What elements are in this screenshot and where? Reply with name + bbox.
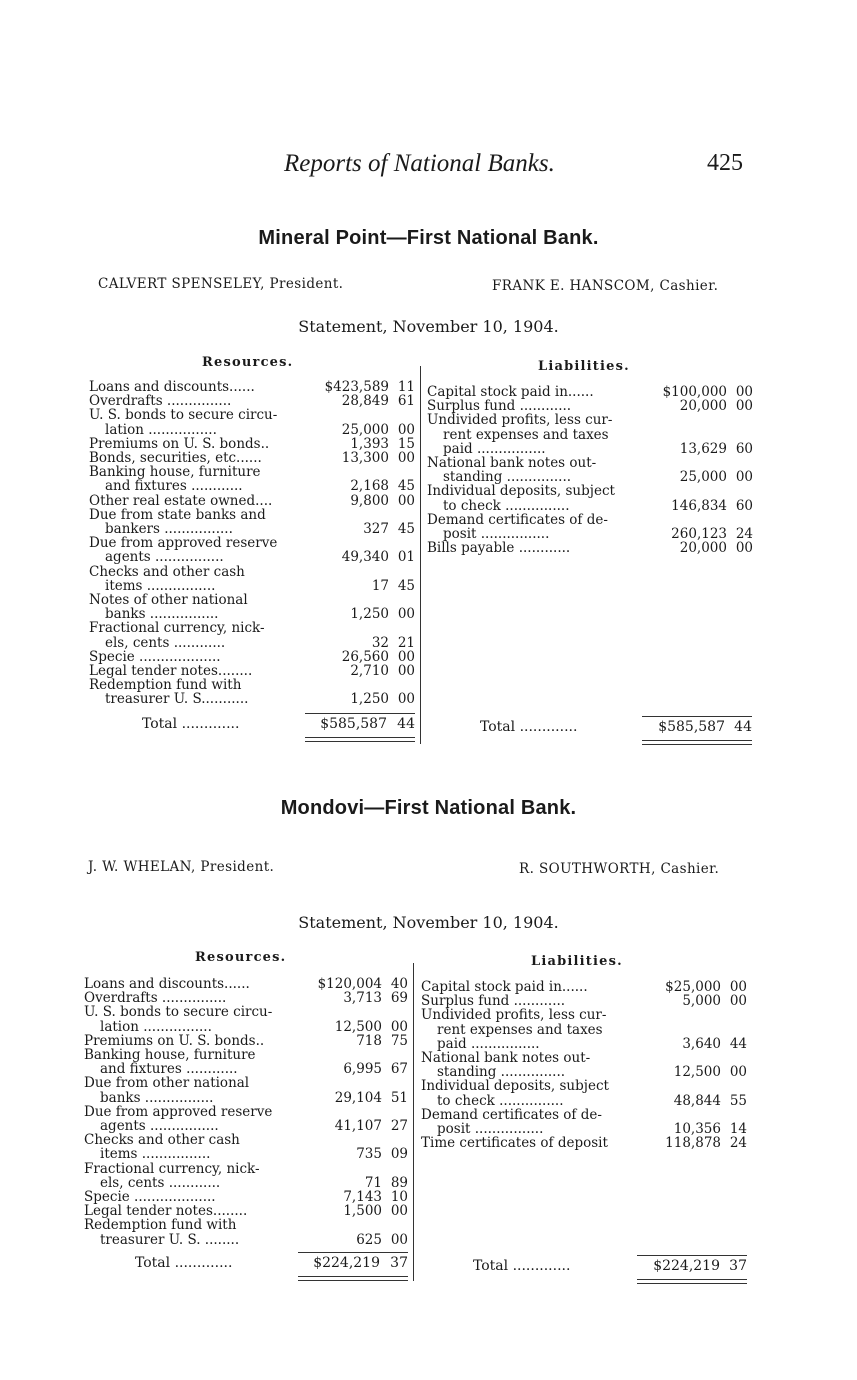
item-cents: 10 xyxy=(390,1189,408,1206)
item-cents: 60 xyxy=(735,497,753,514)
item-cents: 00 xyxy=(397,450,415,467)
item-dollars: 25,000 xyxy=(679,469,727,486)
item-dollars: 735 xyxy=(356,1146,382,1163)
table-row xyxy=(89,394,415,408)
table-row xyxy=(89,380,415,394)
item-cents: 00 xyxy=(729,979,747,995)
item-label: agents ................ xyxy=(105,550,224,565)
total-double-rule xyxy=(637,1279,747,1284)
table-row xyxy=(84,1233,408,1247)
total-rule xyxy=(637,1255,747,1256)
item-dollars: 327 xyxy=(363,521,389,538)
table-row xyxy=(84,1190,408,1204)
item-dollars: 29,104 xyxy=(334,1089,382,1106)
item-cents: 00 xyxy=(735,540,753,557)
total-cents: 44 xyxy=(397,716,415,732)
cashier-name: R. SOUTHWORTH, Cashier. xyxy=(519,861,720,877)
table-row xyxy=(89,621,415,635)
item-label: posit ................ xyxy=(437,1122,544,1137)
item-label: paid ................ xyxy=(443,441,546,457)
table-row xyxy=(427,499,753,513)
item-cents: 61 xyxy=(397,393,415,410)
cashier-name: FRANK E. HANSCOM, Cashier. xyxy=(492,278,719,294)
item-cents: 44 xyxy=(729,1035,747,1052)
item-dollars: 1,500 xyxy=(343,1203,382,1220)
table-row xyxy=(427,484,753,498)
total-label: Total ............. xyxy=(473,1258,571,1274)
table-row xyxy=(427,541,753,555)
table-row xyxy=(427,413,753,427)
item-cents: 67 xyxy=(390,1061,408,1078)
item-cents: 00 xyxy=(390,1203,408,1220)
item-dollars: 6,995 xyxy=(343,1061,382,1078)
table-row xyxy=(89,579,415,593)
item-dollars: 20,000 xyxy=(679,398,727,415)
item-dollars: 5,000 xyxy=(682,993,721,1010)
table-row xyxy=(84,1020,408,1034)
table-row xyxy=(427,456,753,470)
statement-date: Statement, November 10, 1904. xyxy=(298,913,559,932)
table-row xyxy=(89,650,415,664)
item-label: Demand certificates of de- xyxy=(421,1107,602,1123)
item-label: to check ............... xyxy=(443,498,570,513)
table-row xyxy=(427,470,753,484)
item-cents: 51 xyxy=(390,1089,408,1106)
table-row xyxy=(421,1122,747,1136)
table-row xyxy=(89,536,415,550)
total-dollars: $585,587 xyxy=(320,716,387,732)
item-cents: 00 xyxy=(397,663,415,680)
item-dollars: 146,834 xyxy=(671,497,727,514)
item-label: Premiums on U. S. bonds.. xyxy=(89,436,270,452)
item-label: Banking house, furniture xyxy=(84,1048,256,1063)
resources-table xyxy=(89,380,415,707)
item-dollars: 1,393 xyxy=(350,435,389,452)
item-label: standing ............... xyxy=(443,470,572,485)
item-label: rent expenses and taxes xyxy=(437,1022,603,1037)
item-cents: 45 xyxy=(397,577,415,594)
table-row xyxy=(84,1076,408,1090)
item-label: paid ................ xyxy=(437,1036,540,1052)
item-dollars: 1,250 xyxy=(350,691,389,708)
item-dollars: 12,500 xyxy=(334,1018,382,1035)
table-row xyxy=(84,1218,408,1232)
item-label: Other real estate owned.... xyxy=(89,493,273,508)
table-row xyxy=(89,494,415,508)
item-label: agents ................ xyxy=(100,1119,219,1134)
item-cents: 00 xyxy=(397,648,415,665)
total-cents: 44 xyxy=(734,719,752,735)
table-row xyxy=(421,1008,747,1022)
liabilities-table xyxy=(421,980,747,1150)
table-row xyxy=(84,1147,408,1161)
liabilities-table xyxy=(427,385,753,555)
item-label: treasurer U. S. ........ xyxy=(100,1232,240,1247)
table-row xyxy=(84,991,408,1005)
item-label: Overdrafts ............... xyxy=(89,394,232,409)
table-row xyxy=(89,522,415,536)
item-cents: 55 xyxy=(729,1092,747,1109)
item-label: banks ................ xyxy=(100,1090,214,1105)
president-name: J. W. WHELAN, President. xyxy=(88,859,275,875)
item-cents: 15 xyxy=(397,435,415,452)
item-dollars: 32 xyxy=(371,634,389,651)
item-label: Surplus fund ............ xyxy=(421,994,566,1009)
item-label: Banking house, furniture xyxy=(89,465,261,480)
item-label: Demand certificates of de- xyxy=(427,512,608,528)
total-double-rule xyxy=(642,740,752,745)
table-row xyxy=(89,565,415,579)
item-label: els, cents ............ xyxy=(100,1175,221,1191)
item-cents: 00 xyxy=(729,1064,747,1081)
item-label: Loans and discounts...... xyxy=(89,380,255,395)
item-dollars: $423,589 xyxy=(324,379,389,395)
item-dollars: $25,000 xyxy=(665,979,721,995)
item-label: U. S. bonds to secure circu- xyxy=(84,1005,273,1020)
item-label: Checks and other cash xyxy=(84,1133,240,1148)
table-row xyxy=(84,1062,408,1076)
table-row xyxy=(84,1034,408,1048)
total-label: Total ............. xyxy=(480,719,578,735)
item-label: Overdrafts ............... xyxy=(84,991,227,1006)
item-label: Notes of other national xyxy=(89,593,248,608)
total-dollars: $224,219 xyxy=(653,1258,720,1274)
president-name: CALVERT SPENSELEY, President. xyxy=(98,276,344,292)
total-rule xyxy=(298,1252,408,1253)
item-dollars: 625 xyxy=(356,1231,382,1248)
item-label: and fixtures ............ xyxy=(105,479,243,494)
item-cents: 24 xyxy=(735,526,753,543)
item-dollars: 2,168 xyxy=(350,478,389,495)
item-cents: 00 xyxy=(397,492,415,509)
item-dollars: 10,356 xyxy=(673,1121,721,1138)
table-row xyxy=(84,1119,408,1133)
item-label: Fractional currency, nick- xyxy=(84,1161,260,1176)
item-cents: 21 xyxy=(397,634,415,651)
table-row xyxy=(427,428,753,442)
table-row xyxy=(421,1051,747,1065)
item-label: Capital stock paid in...... xyxy=(421,980,588,995)
table-row xyxy=(89,593,415,607)
item-label: Time certificates of deposit xyxy=(421,1136,608,1151)
liabilities-total xyxy=(480,719,752,759)
item-cents: 24 xyxy=(729,1135,747,1152)
item-label: Bills payable ............ xyxy=(427,541,571,556)
item-cents: 09 xyxy=(390,1146,408,1163)
item-cents: 45 xyxy=(397,521,415,538)
item-cents: 45 xyxy=(397,478,415,495)
table-row xyxy=(421,1023,747,1037)
table-row xyxy=(421,1094,747,1108)
item-cents: 11 xyxy=(397,379,415,395)
item-dollars: 3,713 xyxy=(343,990,382,1007)
table-row xyxy=(89,678,415,692)
total-double-rule xyxy=(305,737,415,742)
item-label: Specie ................... xyxy=(89,649,221,665)
item-dollars: 2,710 xyxy=(350,663,389,680)
total-label: Total ............. xyxy=(142,716,240,732)
item-label: Legal tender notes........ xyxy=(84,1204,248,1219)
table-row xyxy=(89,479,415,493)
liabilities-heading: Liabilities. xyxy=(538,359,630,374)
item-dollars: 13,300 xyxy=(341,450,389,467)
item-label: Surplus fund ............ xyxy=(427,399,572,414)
item-label: banks ................ xyxy=(105,607,219,622)
table-row xyxy=(421,994,747,1008)
item-label: U. S. bonds to secure circu- xyxy=(89,408,278,423)
item-label: lation ................ xyxy=(105,422,217,437)
table-row xyxy=(89,607,415,621)
total-label: Total ............. xyxy=(135,1255,233,1271)
item-label: Bonds, securities, etc...... xyxy=(89,451,262,466)
total-dollars: $224,219 xyxy=(313,1255,380,1271)
item-cents: 00 xyxy=(390,1231,408,1248)
table-row xyxy=(84,1204,408,1218)
item-label: posit ................ xyxy=(443,527,550,542)
resources-total xyxy=(135,1255,410,1295)
item-label: to check ............... xyxy=(437,1093,564,1108)
item-label: bankers ................ xyxy=(105,522,233,537)
table-row xyxy=(421,1037,747,1051)
item-dollars: 20,000 xyxy=(679,540,727,557)
item-dollars: 9,800 xyxy=(350,492,389,509)
item-label: Due from approved reserve xyxy=(84,1104,273,1120)
table-row xyxy=(84,1133,408,1147)
item-dollars: 17 xyxy=(371,577,389,594)
table-row xyxy=(89,636,415,650)
table-row xyxy=(421,1079,747,1093)
item-label: Redemption fund with xyxy=(89,678,242,693)
table-row xyxy=(89,465,415,479)
column-divider xyxy=(413,963,414,1281)
table-row xyxy=(84,1091,408,1105)
table-row xyxy=(84,1176,408,1190)
table-row xyxy=(427,399,753,413)
total-rule xyxy=(642,716,752,717)
item-label: Due from approved reserve xyxy=(89,536,278,551)
table-row xyxy=(89,437,415,451)
item-dollars: 25,000 xyxy=(341,421,389,438)
item-label: Undivided profits, less cur- xyxy=(427,413,613,428)
total-cents: 37 xyxy=(390,1255,408,1271)
item-label: items ................ xyxy=(100,1147,211,1162)
item-dollars: 48,844 xyxy=(673,1092,721,1109)
item-dollars: 3,640 xyxy=(682,1035,721,1052)
item-dollars: 7,143 xyxy=(343,1189,382,1206)
item-label: Individual deposits, subject xyxy=(421,1079,609,1094)
table-row xyxy=(84,1105,408,1119)
item-dollars: 13,629 xyxy=(679,440,727,457)
table-row xyxy=(427,513,753,527)
item-dollars: 26,560 xyxy=(341,648,389,665)
item-label: Checks and other cash xyxy=(89,564,245,579)
item-label: Individual deposits, subject xyxy=(427,484,615,499)
table-row xyxy=(84,1005,408,1019)
running-head-title: Reports of National Banks. xyxy=(284,150,555,177)
item-dollars: 71 xyxy=(364,1174,382,1191)
item-dollars: 28,849 xyxy=(341,393,389,410)
item-dollars: 260,123 xyxy=(671,526,727,543)
item-cents: 89 xyxy=(390,1174,408,1191)
table-row xyxy=(89,550,415,564)
item-label: Legal tender notes........ xyxy=(89,664,253,679)
item-label: National bank notes out- xyxy=(421,1051,591,1066)
item-dollars: 41,107 xyxy=(334,1118,382,1135)
item-label: Due from state banks and xyxy=(89,507,266,523)
item-cents: 00 xyxy=(390,1018,408,1035)
item-label: els, cents ............ xyxy=(105,635,226,650)
item-cents: 75 xyxy=(390,1032,408,1049)
running-head xyxy=(0,150,857,180)
total-cents: 37 xyxy=(729,1258,747,1274)
item-label: Fractional currency, nick- xyxy=(89,621,265,636)
item-cents: 00 xyxy=(735,469,753,486)
page-number: 425 xyxy=(707,150,743,176)
table-row xyxy=(421,1136,747,1150)
item-label: Undivided profits, less cur- xyxy=(421,1008,607,1023)
item-dollars: $100,000 xyxy=(662,384,727,400)
item-cents: 14 xyxy=(729,1121,747,1138)
item-label: Premiums on U. S. bonds.. xyxy=(84,1033,265,1049)
liabilities-heading: Liabilities. xyxy=(531,954,623,969)
table-row xyxy=(427,527,753,541)
bank-title: Mondovi—First National Bank. xyxy=(280,797,577,819)
item-label: lation ................ xyxy=(100,1019,212,1034)
table-row xyxy=(427,442,753,456)
table-row xyxy=(89,692,415,706)
table-row xyxy=(427,385,753,399)
resources-heading: Resources. xyxy=(202,355,294,370)
item-cents: 00 xyxy=(397,421,415,438)
total-double-rule xyxy=(298,1276,408,1281)
table-row xyxy=(89,664,415,678)
item-cents: 40 xyxy=(390,976,408,992)
item-label: Loans and discounts...... xyxy=(84,977,250,992)
item-dollars: 1,250 xyxy=(350,606,389,623)
table-row xyxy=(421,980,747,994)
table-row xyxy=(84,1162,408,1176)
item-cents: 00 xyxy=(397,606,415,623)
table-row xyxy=(84,977,408,991)
item-label: items ................ xyxy=(105,578,216,594)
item-dollars: 12,500 xyxy=(673,1064,721,1081)
item-cents: 27 xyxy=(390,1118,408,1135)
table-row xyxy=(89,451,415,465)
item-label: Due from other national xyxy=(84,1076,250,1091)
item-dollars: 49,340 xyxy=(341,549,389,566)
table-row xyxy=(89,508,415,522)
statement-date: Statement, November 10, 1904. xyxy=(298,317,559,336)
total-dollars: $585,587 xyxy=(658,719,725,735)
table-row xyxy=(89,423,415,437)
table-row xyxy=(421,1065,747,1079)
item-dollars: 718 xyxy=(356,1032,382,1049)
table-row xyxy=(84,1048,408,1062)
item-label: National bank notes out- xyxy=(427,456,597,471)
item-label: Capital stock paid in...... xyxy=(427,385,594,400)
item-label: rent expenses and taxes xyxy=(443,427,609,442)
bank-title: Mineral Point—First National Bank. xyxy=(258,227,599,249)
total-rule xyxy=(305,713,415,714)
resources-heading: Resources. xyxy=(195,950,287,965)
item-cents: 60 xyxy=(735,440,753,457)
liabilities-total xyxy=(473,1258,747,1298)
item-cents: 00 xyxy=(397,691,415,708)
column-divider xyxy=(420,366,421,744)
item-cents: 00 xyxy=(735,398,753,415)
item-label: standing ............... xyxy=(437,1065,566,1080)
item-label: treasurer U. S........... xyxy=(105,692,249,707)
item-cents: 00 xyxy=(735,384,753,400)
table-row xyxy=(89,408,415,422)
item-label: Specie ................... xyxy=(84,1190,216,1205)
resources-total xyxy=(142,716,417,756)
item-dollars: 118,878 xyxy=(665,1135,721,1152)
item-label: Redemption fund with xyxy=(84,1218,237,1233)
item-dollars: $120,004 xyxy=(317,976,382,992)
item-cents: 01 xyxy=(397,549,415,566)
item-cents: 00 xyxy=(729,993,747,1010)
item-label: and fixtures ............ xyxy=(100,1062,238,1077)
resources-table xyxy=(84,977,408,1247)
table-row xyxy=(421,1108,747,1122)
item-cents: 69 xyxy=(390,990,408,1007)
